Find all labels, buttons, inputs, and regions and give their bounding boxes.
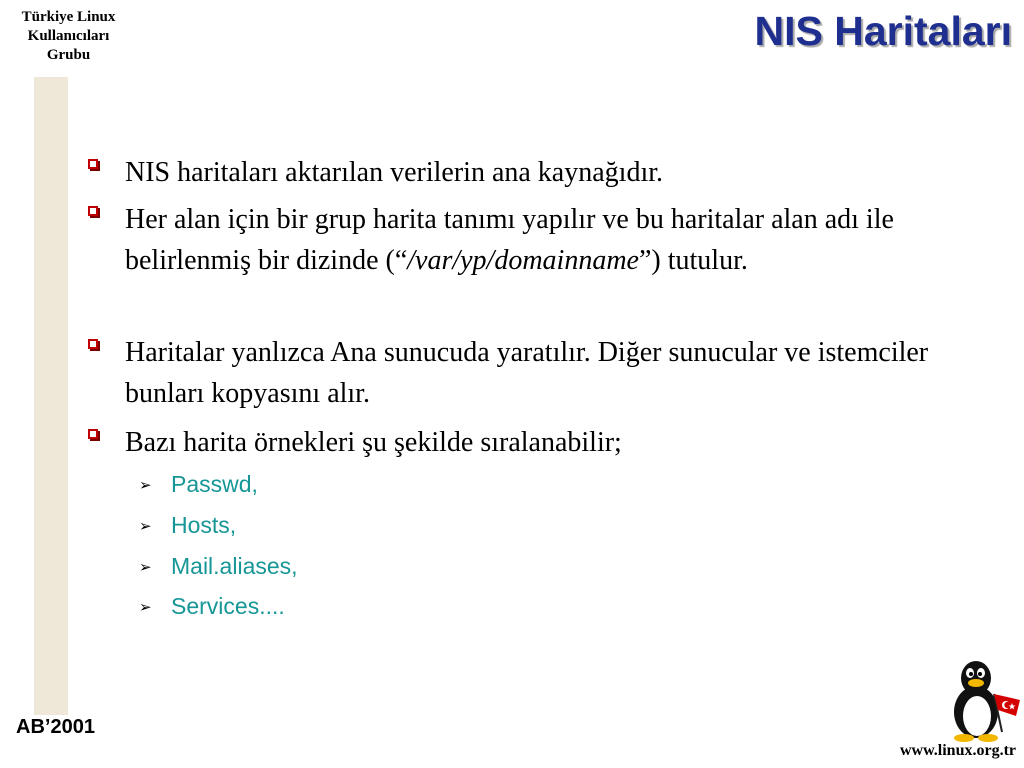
square-bullet-icon	[88, 159, 98, 169]
path-text: /var/yp/domainname	[407, 245, 639, 276]
tux-penguin-logo	[942, 656, 1022, 742]
arrowhead-bullet-icon: ➢	[139, 517, 152, 535]
square-bullet-icon	[88, 429, 98, 439]
square-bullet-icon	[88, 206, 98, 216]
square-bullet-icon	[88, 339, 98, 349]
slide-title: NIS Haritaları	[754, 8, 1012, 54]
org-line-3: Grubu	[46, 47, 91, 63]
arrowhead-bullet-icon: ➢	[139, 476, 152, 494]
website-url: www.linux.org.tr	[900, 742, 1016, 759]
arrowhead-bullet-icon: ➢	[139, 558, 152, 576]
sub-bullet-text: Passwd,	[171, 471, 258, 497]
arrowhead-bullet-icon: ➢	[139, 598, 152, 616]
sub-bullet-text: Mail.aliases,	[171, 553, 298, 579]
sub-bullet-text: Hosts,	[171, 512, 237, 538]
bullet-text: Haritalar yanlızca Ana sunucuda yaratılır. Diğer sunucular ve istemciler bunları kopyasını alır.	[125, 337, 929, 409]
sub-bullet-text: Services....	[171, 593, 285, 619]
bullet-text-part: ”) tutulur.	[639, 245, 748, 276]
bullet-text	[125, 199, 945, 281]
bullet-text: NIS haritaları aktarılan verilerin ana kaynağıdır.	[125, 157, 664, 188]
org-line-2: Kullanıcıları	[27, 28, 110, 44]
bullet-text-part: Her alan için bir grup harita tanımı yapılır ve bu haritalar alan adı ile belirlenmiş bir dizinde (“	[125, 204, 894, 276]
footer-year: AB’2001	[16, 716, 95, 738]
bullet-text: Bazı harita örnekleri şu şekilde sıralanabilir;	[125, 427, 622, 458]
org-line-1: Türkiye Linux	[21, 9, 116, 25]
